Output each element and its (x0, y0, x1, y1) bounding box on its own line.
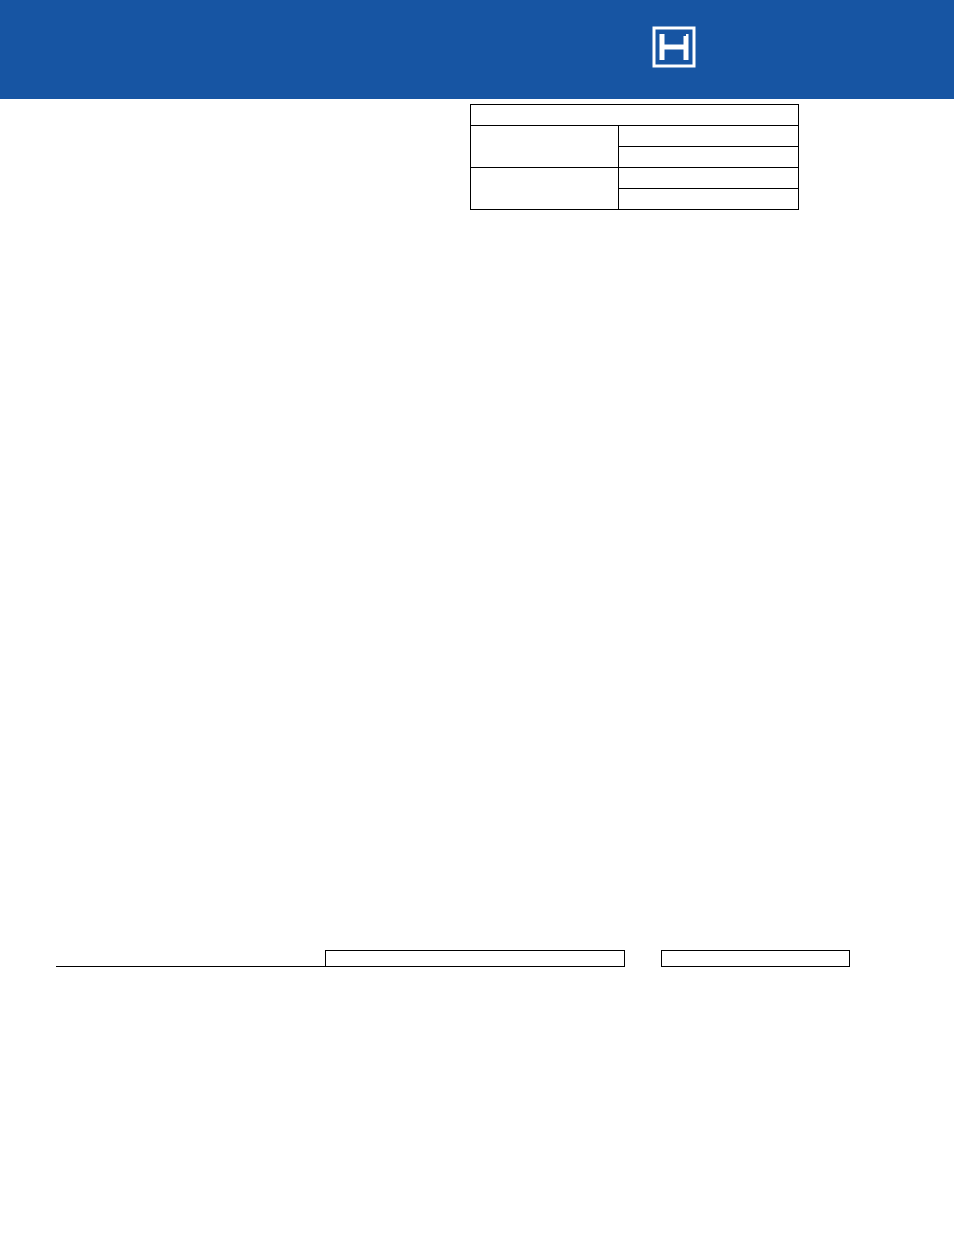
pitch-angle-header (325, 951, 624, 967)
sound-table (661, 950, 850, 967)
inlet-sound-header (662, 951, 850, 967)
power-table (56, 950, 625, 967)
